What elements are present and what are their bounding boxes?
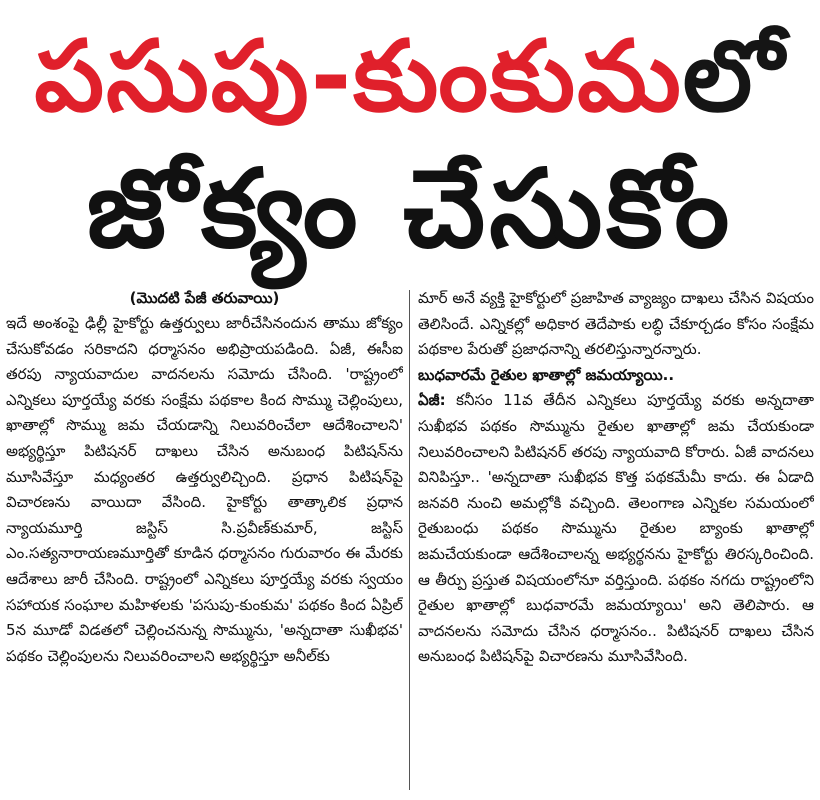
- headline-black-text: లో: [682, 20, 786, 134]
- column-divider: [409, 290, 410, 790]
- right-column-body-top: మార్ అనే వ్యక్తి హైకోర్టులో ప్రజాహిత వ్యాజ్యం దాఖలు చేసిన విషయం తెలిసిందే. ఎన్నికల్లో అధికార తెదేపాకు లబ్ధి చేకూర్చడం కోసం సంక్షేమ పథకాల పేరుతో ప్రజాధనాన్ని తరలిస్తున్నారన్నారు.: [418, 289, 814, 359]
- right-column: [418, 286, 814, 794]
- left-column: [6, 286, 403, 794]
- headline-line-1: [0, 18, 820, 136]
- headline-line-2: జోక్యం చేసుకోం: [86, 147, 734, 272]
- right-column-subheading: బుధవారమే రైతుల ఖాతాల్లో జమయ్యాయి..: [418, 365, 675, 384]
- headline-red-text: పసుపు-కుంకుమ: [34, 20, 683, 134]
- lead-label: ఏజీ:: [418, 391, 446, 410]
- article-columns: [6, 286, 814, 794]
- left-column-body: ఇదే అంశంపై ఢిల్లీ హైకోర్టు ఉత్తర్వులు జారీచేసినందున తాము జోక్యం చేసుకోవడం సరికాదని ధర్మాసనం అభిప్రాయపడింది. ఏజీ, ఈసీఐ తరపు న్యాయవాదుల వాదనలను సమోదు చేసింది. 'రాష్ట్రంలో ఎన్నికలు పూర్తయ్యే వరకు సంక్షేమ పథకాల కింద సొమ్ము చెల్లింపులు, ఖాతాల్లో సొమ్ము జమ చేయడాన్ని నిలువరించేలా ఆదేశించాలని' అభ్యర్థిస్తూ పిటిషనర్ దాఖలు చేసిన అనుబంధ పిటిషన్‌ను మూసివేస్తూ మధ్యంతర ఉత్తర్వులిచ్చింది. ప్రధాన పిటిషన్‌పై విచారణను వాయిదా వేసింది. హైకోర్టు తాత్కాలిక ప్రధాన న్యాయమూర్తి జస్టిస్ సి.ప్రవీణ్‌కుమార్, జస్టిస్ ఎం.సత్యనారాయణమూర్తితో కూడిన ధర్మాసనం గురువారం ఈ మేరకు ఆదేశాలు జారీ చేసింది. రాష్ట్రంలో ఎన్నికలు పూర్తయ్యే వరకు స్వయం సహాయక సంఘాల మహిళలకు 'పసుపు-కుంకుమ' పథకం కింద ఏప్రిల్ 5న మూడో విడతలో చెల్లించనున్న సొమ్మును, 'అన్నదాతా సుఖీభవ' పథకం చెల్లింపులను నిలువరించాలని అభ్యర్థిస్తూ అనీల్‌కు: [6, 314, 403, 665]
- right-column-body-bottom-text: కనీసం 11వ తేదీన ఎన్నికలు పూర్తయ్యే వరకు అన్నదాతా సుఖీభవ పథకం సొమ్మును రైతుల ఖాతాల్లో జమ చేయకుండా నిలువరించాలని పిటిషనర్ తరపు న్యాయవాది కోరారు. ఏజీ వాదనలు వినిపిస్తూ.. 'అన్నదాతా సుఖీభవ కొత్త పథకమేమీ కాదు. ఈ ఏడాది జనవరి నుంచి అమల్లోకి వచ్చింది. తెలంగాణ ఎన్నికల సమయంలో రైతుబంధు పథకం సొమ్మును రైతుల బ్యాంకు ఖాతాల్లో జమచేయకుండా ఆదేశించాలన్న అభ్యర్థనను హైకోర్టు తిరస్కరించింది. ఆ తీర్పు ప్రస్తుత విషయంలోనూ వర్తిస్తుంది. పథకం నగదు రాష్ట్రంలోని రైతుల ఖాతాల్లో బుధవారమే జమయ్యాయి' అని తెలిపారు. ఆ వాదనలను సమోదు చేసిన ధర్మాసనం.. పిటిషనర్ దాఖలు చేసిన అనుబంధ పిటిషన్‌పై విచారణను మూసివేసింది.: [418, 391, 814, 666]
- continuation-note: (మొదటి పేజీ తరువాయి): [129, 289, 280, 307]
- right-column-body-bottom: [418, 388, 814, 670]
